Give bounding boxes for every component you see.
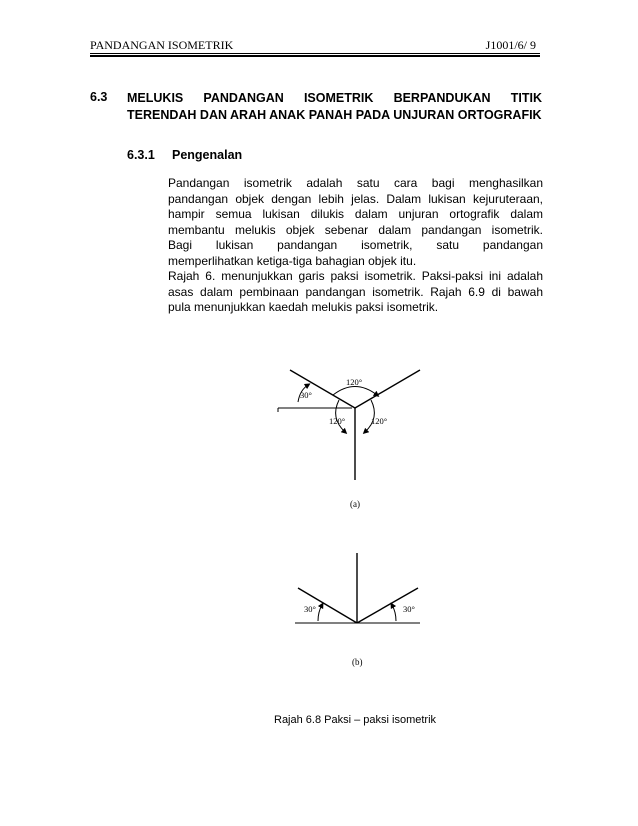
- angle-arc-120-top: [333, 387, 377, 396]
- header-title: PANDANGAN ISOMETRIK: [90, 38, 234, 52]
- section-title: MELUKIS PANDANGAN ISOMETRIK BERPANDUKAN TITIK TERENDAH DAN ARAH ANAK PANAH PADA UNJURAN ORTOGRAFIK: [127, 91, 542, 122]
- left-isometric-axis: [290, 370, 355, 408]
- angle-label-30-left: 30°: [304, 604, 316, 614]
- angle-label-30-right: 30°: [403, 604, 415, 614]
- figure-caption: Rajah 6.8 Paksi – paksi isometrik: [274, 714, 437, 726]
- section-number: 6.3: [90, 90, 108, 104]
- right-isometric-axis: [355, 370, 420, 408]
- paragraph-line: asas dalam pembinaan pandangan isometrik. Rajah 6.9 di bawah: [168, 284, 543, 299]
- angle-label-120-top: 120°: [346, 377, 363, 387]
- angle-label-120-right: 120°: [371, 416, 388, 426]
- paragraph-line: memperlihatkan ketiga-tiga bahagian objek itu.: [168, 253, 417, 268]
- paragraph-line: membantu melukis objek sebenar dalam pandangan isometrik.: [168, 222, 543, 237]
- paragraph-line: hampir semua lukisan dilukis dalam unjuran ortografik dalam: [168, 207, 543, 221]
- paragraph-line: pula menunjukkan kaedah melukis paksi isometrik.: [168, 300, 439, 314]
- subsection-number: 6.3.1: [127, 148, 155, 162]
- angle-label-30: 30°: [300, 390, 312, 400]
- paragraph-line: pandangan objek dengan lebih jelas. Dalam lukisan kejuruteraan,: [168, 191, 543, 206]
- angle-arc-30-right: [392, 605, 396, 621]
- paragraph-line: Rajah 6. menunjukkan garis paksi isometrik. Paksi-paksi ini adalah: [168, 269, 543, 283]
- angle-label-120-left: 120°: [329, 416, 346, 426]
- paragraph-line: Pandangan isometrik adalah satu cara bagi menghasilkan: [168, 176, 543, 190]
- paragraph-line: Bagi lukisan pandangan isometrik, satu pandangan: [168, 238, 543, 252]
- header-page-code: J1001/6/ 9: [485, 38, 536, 52]
- figure-b-label: (b): [352, 657, 363, 667]
- angle-arc-30-left: [318, 605, 322, 621]
- subsection-title: Pengenalan: [172, 148, 243, 162]
- figure-a-label: (a): [350, 499, 360, 509]
